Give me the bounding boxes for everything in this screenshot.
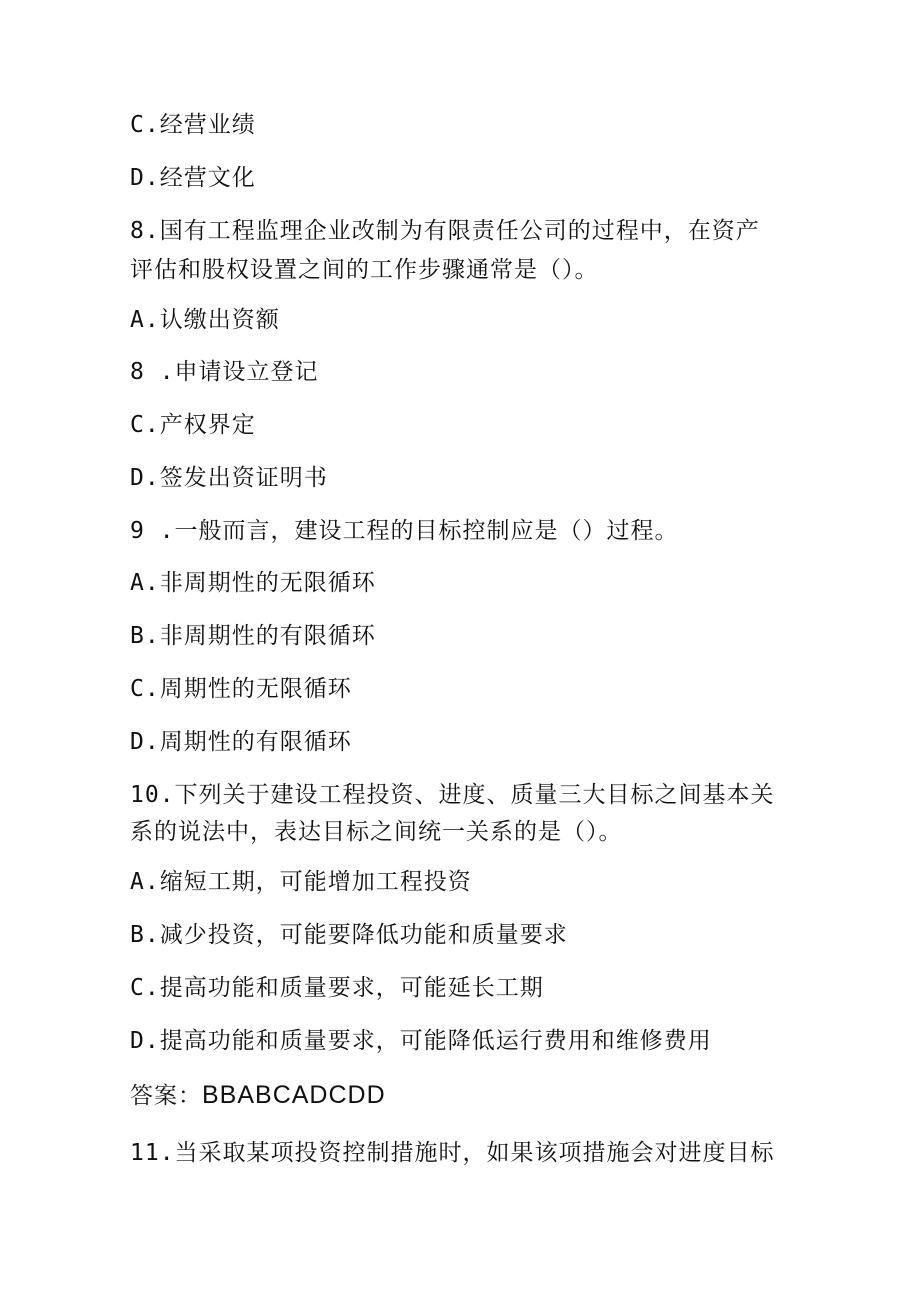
question-11-line-1: 11.当采取某项投资控制措施时，如果该项措施会对进度目标 <box>130 1140 775 1166</box>
question-10-line-2: 系的说法中，表达目标之间统一关系的是（）。 <box>130 819 623 845</box>
answer-line <box>130 1080 810 1111</box>
option-9a: A.非周期性的无限循环 <box>130 570 376 596</box>
question-8-line-1: 8.国有工程监理企业改制为有限责任公司的过程中，在资产 <box>130 218 760 244</box>
option-8d: D.签发出资证明书 <box>130 465 328 491</box>
question-8-line-2: 评估和股权设置之间的工作步骤通常是（）。 <box>130 257 599 283</box>
option-8c: C.产权界定 <box>130 412 256 438</box>
question-10-line-1: 10.下列关于建设工程投资、进度、质量三大目标之间基本关 <box>130 782 775 808</box>
option-8b: 8 .申请设立登记 <box>130 359 319 385</box>
option-9b: B.非周期性的有限循环 <box>130 623 376 649</box>
option-9c: C.周期性的无限循环 <box>130 676 352 702</box>
option-7d: D.经营文化 <box>130 165 256 191</box>
option-10d: D.提高功能和质量要求，可能降低运行费用和维修费用 <box>130 1028 712 1054</box>
option-10b: B.减少投资，可能要降低功能和质量要求 <box>130 922 568 948</box>
option-8a: A.认缴出资额 <box>130 307 280 333</box>
option-7c: C.经营业绩 <box>130 112 256 138</box>
answer-label: 答案： <box>130 1083 202 1109</box>
option-9d: D.周期性的有限循环 <box>130 729 352 755</box>
question-9: 9 .一般而言，建设工程的目标控制应是（）过程。 <box>130 518 679 544</box>
answer-value: BBABCADCDD <box>202 1081 386 1109</box>
option-10a: A.缩短工期，可能增加工程投资 <box>130 869 472 895</box>
option-10c: C.提高功能和质量要求，可能延长工期 <box>130 975 544 1001</box>
